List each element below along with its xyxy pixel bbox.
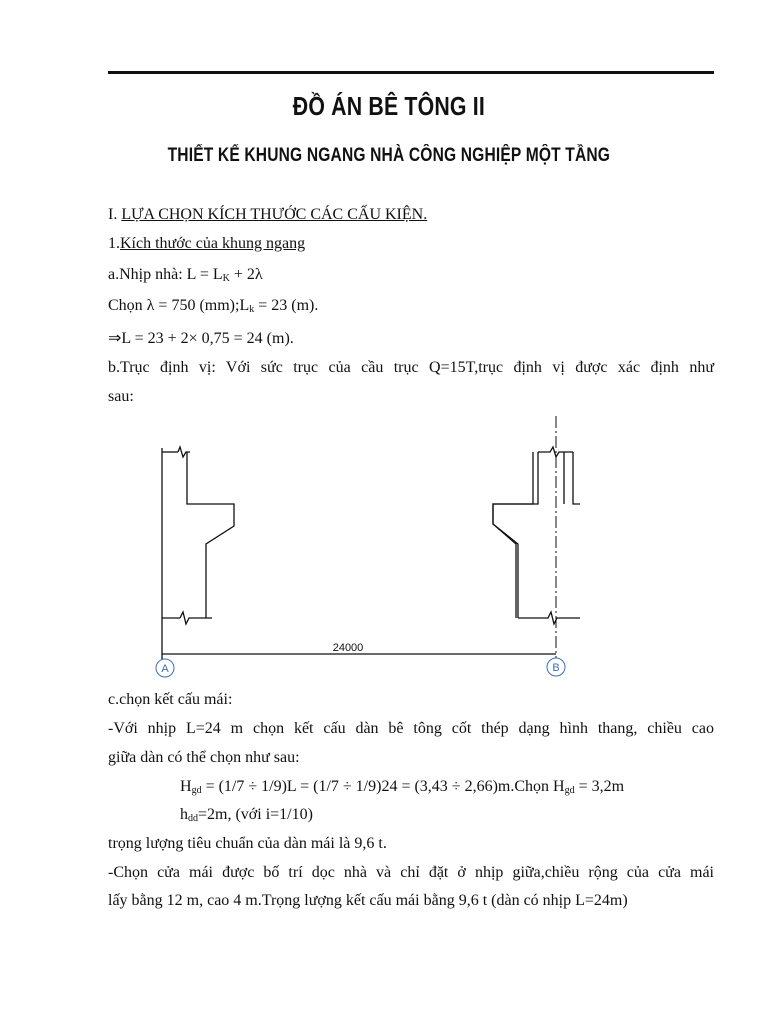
truss-end-height-symbol: h [180,806,188,823]
span-result-line: ⇒L = 23 + 2× 0,75 = 24 (m). [108,330,294,347]
truss-height-sub: gd [191,785,202,796]
choose-lambda-rest: = 23 (m). [254,297,319,314]
choose-lambda-text: Chọn λ = 750 (mm);L [108,297,250,314]
left-column-break-mark-top [178,447,190,457]
span-formula-rest: + 2λ [229,266,263,283]
header-rule [108,71,714,74]
skylight-paragraph-line1: -Chọn cửa mái được bố trí dọc nhà và chỉ đặt ở nhịp giữa,chiều rộng của cửa mái [108,864,714,881]
choose-lambda-sub: k [249,304,255,315]
section-heading: LỰA CHỌN KÍCH THƯỚC CÁC CẤU KIỆN. [121,206,428,223]
roof-paragraph-line2: giữa dàn có thể chọn như sau: [108,749,300,766]
span-formula-sub: K [222,273,230,284]
right-column-break-mark-bottom [518,612,580,624]
right-column-left-profile [493,452,533,618]
left-column-profile [187,452,234,618]
left-column-break-mark-bottom [180,612,212,624]
truss-height-expression: = (1/7 ÷ 1/9)L = (1/7 ÷ 1/9)24 = (3,43 ÷ 2,66)m.Chọn H [201,778,565,795]
span-formula-line [108,266,263,284]
roof-paragraph-line1: -Với nhịp L=24 m chọn kết cấu dàn bê tông cốt thép dạng hình thang, chiều cao [108,720,714,737]
axis-paragraph-line2: sau: [108,388,134,405]
truss-height-formula [180,778,624,796]
axis-paragraph-line1: b.Trục định vị: Với sức trục của cầu trục Q=15T,trục định vị được xác định như [108,359,714,376]
right-column-right-side [573,452,580,618]
truss-end-height-sub: dd [188,813,198,824]
truss-weight-line: trọng lượng tiêu chuẩn của dàn mái là 9,6 t. [108,835,387,852]
frame-axis-diagram [140,410,580,682]
document-subtitle: THIẾT KẾ KHUNG NGANG NHÀ CÔNG NGHIỆP MỘT TẦNG [167,145,611,166]
roof-structure-heading: c.chọn kết cấu mái: [108,691,233,708]
axis-b-label: B [552,662,560,674]
section-heading-line [108,206,427,224]
span-dimension-label: 24000 [332,642,364,654]
truss-height-symbol: H [180,778,192,795]
axis-a-label: A [161,663,169,675]
document-title: ĐỒ ÁN BÊ TÔNG II [292,91,485,121]
item1-number: 1. [108,235,120,252]
section-number: I. [108,206,118,223]
truss-height-value: = 3,2m [574,778,625,795]
item1-heading-line [108,235,305,253]
truss-end-height-value: =2m, (với i=1/10) [198,806,313,823]
choose-lambda-line [108,297,318,315]
item1-heading: Kích thước của khung ngang [120,235,306,252]
span-formula-text: a.Nhịp nhà: L = L [108,266,223,283]
truss-end-height-formula [180,806,313,824]
truss-height-sub-2: gd [564,785,575,796]
skylight-paragraph-line2: lấy bằng 12 m, cao 4 m.Trọng lượng kết cấu mái bằng 9,6 t (dàn có nhịp L=24m) [108,892,628,909]
